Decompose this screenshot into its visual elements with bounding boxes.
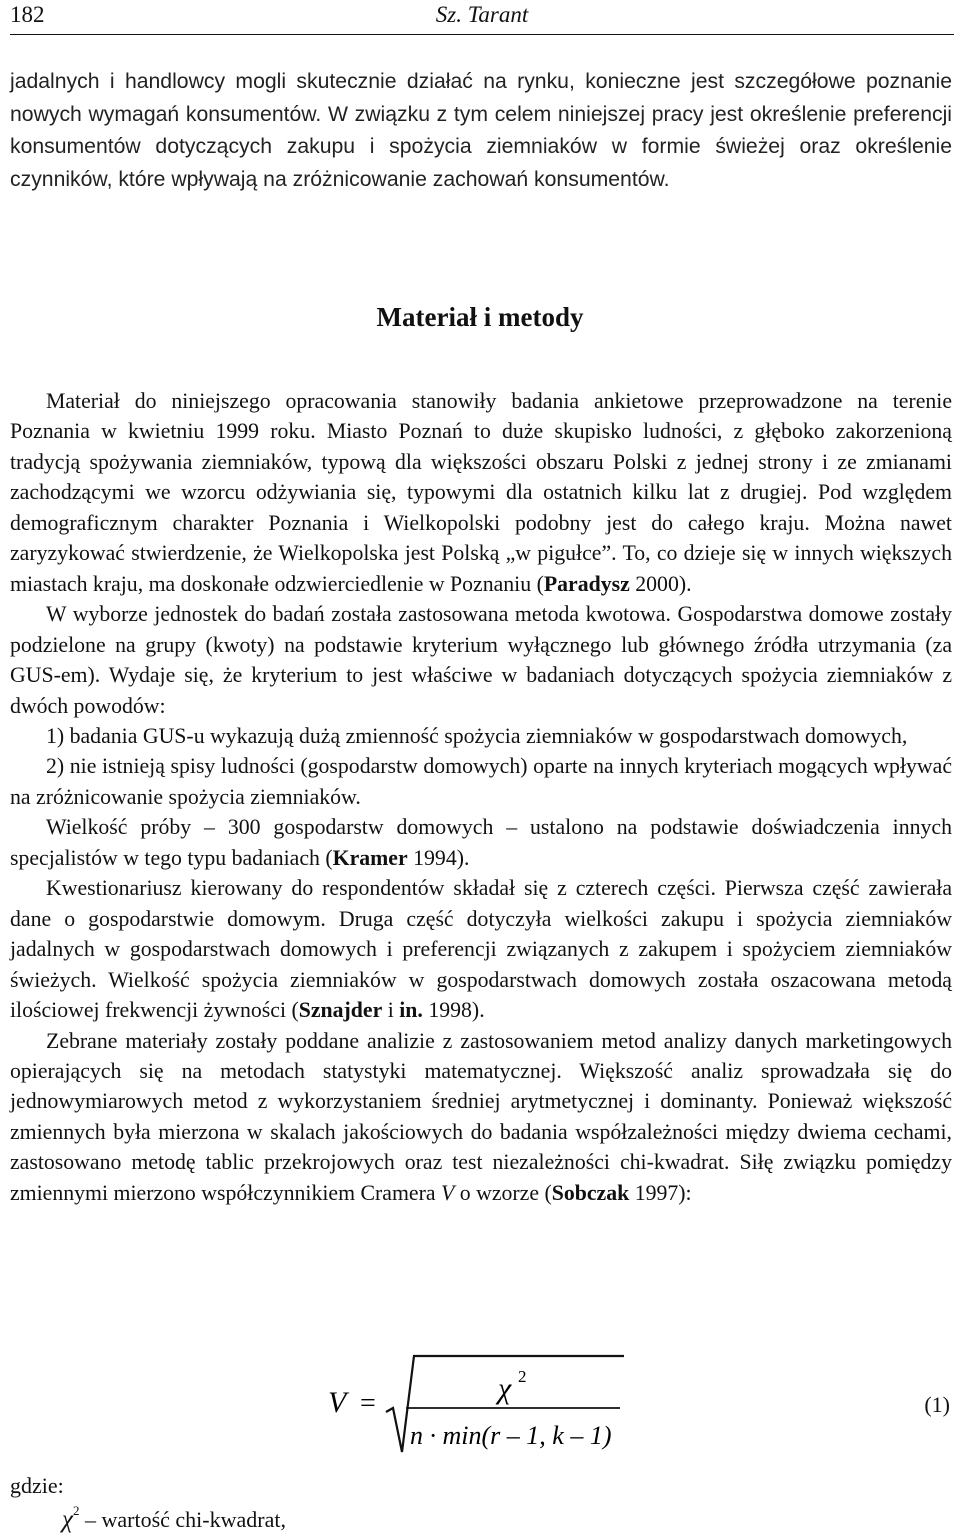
page-header bbox=[10, 0, 954, 35]
citation: Paradysz bbox=[543, 571, 630, 596]
cramer-v-formula bbox=[0, 1350, 960, 1460]
paragraph-sample-size: Wielkość próby – 300 gospodarstw domowych – ustalono na podstawie doświadczenia innych specjalistów w tego typu badaniach (Kramer 1994). bbox=[10, 815, 952, 870]
paragraph-analysis: Zebrane materiały zostały poddane analizie z zastosowaniem metod analizy danych marketingowych opierających się na metodach statystyki matematycznej. Większość analiz sprowadzała się do jednowymiarowych metod z wykorzystaniem średniej arytmetycznej i dominanty. Ponieważ większość zmiennych była mierzona w skalach jakościowych do badania współzależności między dwiema cechami, zastosowano metodę tablic przekrojowych oraz test niezależności chi-kwadrat. Siłę związku pomiędzy zmiennymi mierzono współczynnikiem Cramera V o wzorze (Sobczak 1997): bbox=[10, 1028, 952, 1205]
citation: Sobczak bbox=[551, 1180, 630, 1205]
formula-denominator: n · min(r – 1, k – 1) bbox=[410, 1421, 612, 1450]
equation-number: (1) bbox=[924, 1392, 950, 1417]
citation: Kramer bbox=[332, 845, 408, 870]
variable-v: V bbox=[440, 1180, 455, 1205]
running-head: Sz. Tarant bbox=[435, 2, 529, 27]
formula-numerator-exponent: 2 bbox=[518, 1367, 527, 1386]
paragraph-sampling: W wyborze jednostek do badań została zastosowana metoda kwotowa. Gospodarstwa domowe zostały podzielone na grupy (kwoty) na podstawie kryterium wyłącznego lub głównego źródła utrzymania (za GUS-em). Wydaje się, że kryterium to jest właściwe w badaniach dotyczących spożycia ziemniaków z dwóch powodów: bbox=[10, 602, 952, 718]
citation: Sznajder bbox=[298, 998, 383, 1023]
section-title: Materiał i metody bbox=[376, 302, 584, 332]
paragraph-questionnaire: Kwestionariusz kierowany do respondentów składał się z czterech części. Pierwsza część zawierała dane o gospodarstwie domowym. Druga część dotyczyła wielkości zakupu i spożycia ziemniaków jadalnych w gospodarstwach domowych i preferencji związanych z zakupem i spożyciem ziemniaków świeżych. Wielkość spożycia ziemniaków w gospodarstwach domowych została oszacowana metodą ilościowej frekwencji żywności (Sznajder i in. 1998). bbox=[10, 876, 952, 1023]
section-body bbox=[10, 386, 952, 1208]
list-item-1: 1) badania GUS-u wykazują dużą zmienność spożycia ziemniaków w gospodarstwach domowych, bbox=[46, 723, 908, 748]
paragraph-study-area: Materiał do niniejszego opracowania stanowiły badania ankietowe przeprowadzone na terenie Poznania w kwietniu 1999 roku. Miasto Poznań to duże skupisko ludności, z głęboko zakorzenioną tradycją spożywania ziemniaków, typową dla większości obszaru Polski z jednej strony i ze zmianami zachodzącymi we wzorcu odżywiania się, typowymi dla ostatnich kilku lat z drugiej. Pod względem demograficznym charakter Poznania i Wielkopolski podobny jest do całego kraju. Można nawet zaryzykować stwierdzenie, że Wielkopolska jest Polską „w pigułce”. To, co dzieje się w innych większych miastach kraju, ma doskonałe odzwierciedlenie w Poznaniu (Paradysz 2000). bbox=[10, 389, 952, 596]
formula-equals: = bbox=[360, 1388, 376, 1419]
formula-numerator: χ bbox=[498, 1372, 512, 1405]
definition-chi-square: $\chi^2$ – wartość chi-kwadrat, bbox=[62, 1503, 286, 1533]
list-item-2: 2) nie istnieją spisy ludności (gospodarstw domowych) oparte na innych kryteriach mogących wpływać na zróżnicowanie spożycia ziemniaków. bbox=[10, 754, 952, 809]
intro-paragraph: jadalnych i handlowcy mogli skutecznie działać na rynku, konieczne jest szczegółowe poznanie nowych wymagań konsumentów. W związku z tym celem niniejszej pracy jest określenie preferencji konsumentów dotyczących zakupu i spożycia ziemniaków w formie świeżej oraz określenie czynników, które wpływają na zróżnicowanie zachowań konsumentów. bbox=[10, 70, 952, 191]
where-label: gdzie: bbox=[10, 1473, 64, 1498]
formula-lhs: V bbox=[328, 1386, 347, 1419]
page-number: 182 bbox=[10, 2, 45, 27]
chi-symbol: χ bbox=[62, 1506, 73, 1533]
